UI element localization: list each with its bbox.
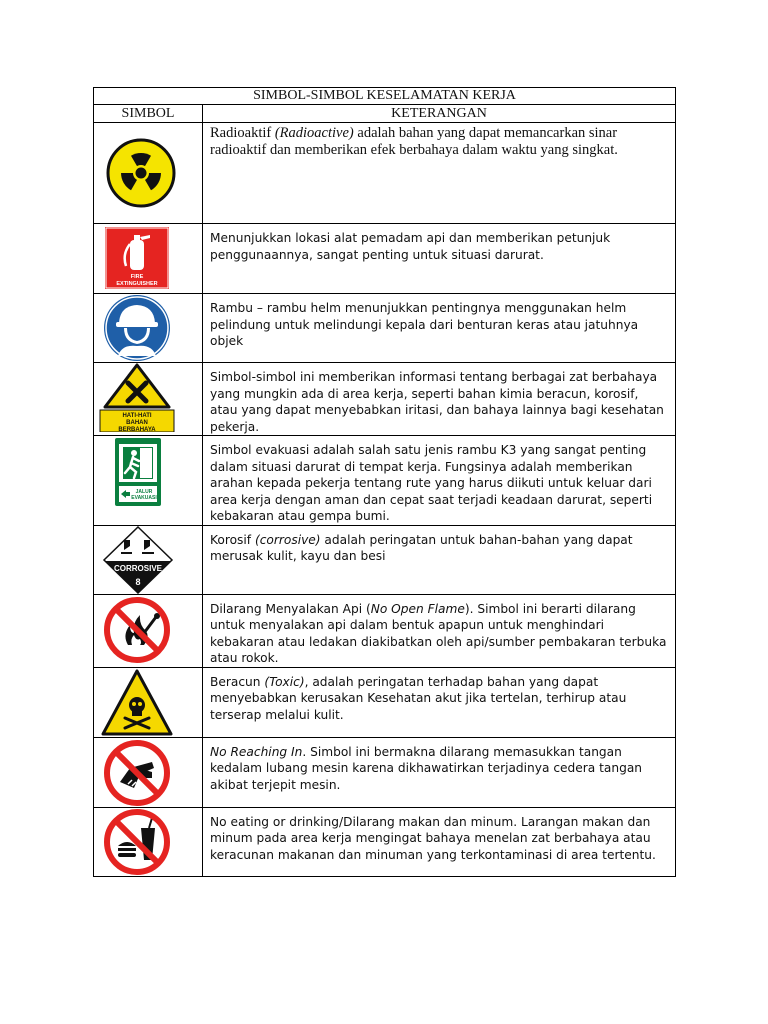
description-text: Beracun (Toxic), adalah peringatan terhadap bahan yang dapat menyebabkan kerusakan Kesehatan akut jika tertelan, terhirup atau terserap melalui kulit.	[210, 674, 627, 722]
emergency-exit-sign-icon	[94, 436, 201, 519]
description-text: No Reaching In. Simbol ini bermakna dilarang memasukkan tangan kedalam lubang mesin karena dikhawatirkan terjadinya cedera tangan akibat terjepit mesin.	[210, 744, 643, 792]
sign-label: CORROSIVE	[113, 563, 163, 573]
no-open-flame-icon	[94, 595, 201, 664]
description-text: Menunjukkan lokasi alat pemadam api dan memberikan petunjuk penggunaannya, sangat penting untuk situasi darurat.	[210, 231, 611, 262]
description-cell	[203, 667, 676, 737]
description-text: Rambu – rambu helm menunjukkan pentingnya menggunakan helm pelindung untuk melindungi kepala dari benturan keras atau jatuhnya objek	[210, 301, 639, 348]
hazard-x-sign-icon	[94, 363, 201, 432]
corrosive-sign-icon	[94, 526, 201, 594]
table-row	[94, 525, 676, 594]
description-text: Simbol evakuasi adalah salah satu jenis rambu K3 yang sangat penting dalam situasi darurat di tempat kerja. Fungsinya adalah memberikan arahan kepada pekerja tentang rute yang harus diikuti untuk keluar dari area kerja dengan aman dan cepat saat terjadi keadaan darurat, seperti kebakaran atau gempa bumi.	[210, 443, 653, 523]
table-row	[94, 594, 676, 667]
table-row	[94, 224, 676, 294]
description-cell	[203, 123, 676, 224]
table-row	[94, 294, 676, 363]
description-cell	[203, 525, 676, 594]
symbol-cell	[94, 667, 203, 737]
symbol-cell	[94, 737, 203, 807]
description-cell	[203, 807, 676, 876]
symbol-cell	[94, 525, 203, 594]
no-reaching-in-icon	[94, 738, 201, 807]
description-cell	[203, 594, 676, 667]
symbol-cell	[94, 123, 203, 224]
description-text: Dilarang Menyalakan Api (No Open Flame). Simbol ini berarti dilarang untuk menyalakan api dalam bentuk apapun untuk menghindari kebakaran atau ledakan diakibatkan oleh api/sumber pembakaran terbuka atau rokok.	[210, 601, 667, 665]
description-text: Korosif (corrosive) adalah peringatan untuk bahan-bahan yang dapat merusak kulit, kayu dan besi	[210, 532, 633, 563]
safety-symbols-table	[93, 87, 676, 877]
column-header-description: KETERANGAN	[203, 105, 676, 123]
description-text: Simbol-simbol ini memberikan informasi tentang berbagai zat berbahaya yang mungkin ada di area kerja, seperti bahan kimia beracun, korosif, atau yang dapat menyebabkan iritasi, dan bahaya lainnya bagi kesehatan pekerja.	[210, 370, 664, 434]
table-title: SIMBOL-SIMBOL KESELAMATAN KERJA	[94, 88, 676, 105]
symbol-cell	[94, 224, 203, 294]
no-eating-drinking-icon	[94, 808, 201, 876]
symbol-cell	[94, 436, 203, 526]
sign-label: 8	[135, 576, 141, 587]
table-row	[94, 363, 676, 436]
column-header-symbol: SIMBOL	[94, 105, 203, 123]
description-text: No eating or drinking/Dilarang makan dan minum. Larangan makan dan minum pada area kerja mengingat bahaya menelan zat berbahaya atau keracunan makanan dan minuman yang terkontaminasi di area tertentu.	[210, 814, 656, 862]
description-cell	[203, 224, 676, 294]
table-row	[94, 737, 676, 807]
table-row	[94, 436, 676, 526]
description-cell	[203, 737, 676, 807]
description-cell	[203, 294, 676, 363]
table-row	[94, 667, 676, 737]
sign-label: BAHAN	[126, 420, 148, 426]
table-row	[94, 123, 676, 224]
sign-label: FIRE	[130, 274, 144, 280]
table-row	[94, 807, 676, 876]
radioactive-icon	[94, 123, 201, 223]
sign-label: JALUR	[135, 489, 153, 495]
description-text: Radioaktif (Radioactive) adalah bahan yang dapat memancarkan sinar radioaktif dan memberikan efek berbahaya dalam waktu yang singkat.	[210, 125, 618, 158]
helmet-sign-icon	[94, 294, 201, 362]
fire-extinguisher-sign-icon	[94, 224, 201, 293]
symbol-cell	[94, 294, 203, 363]
symbol-cell	[94, 363, 203, 436]
symbol-cell	[94, 594, 203, 667]
sign-label: EVAKUASI	[131, 495, 157, 501]
sign-label: HATI-HATI	[122, 413, 152, 419]
symbol-cell	[94, 807, 203, 876]
toxic-sign-icon	[94, 668, 201, 737]
sign-label: BERBAHAYA	[118, 427, 156, 432]
description-cell	[203, 436, 676, 526]
sign-label: EXTINGUISHER	[116, 281, 158, 287]
description-cell	[203, 363, 676, 436]
